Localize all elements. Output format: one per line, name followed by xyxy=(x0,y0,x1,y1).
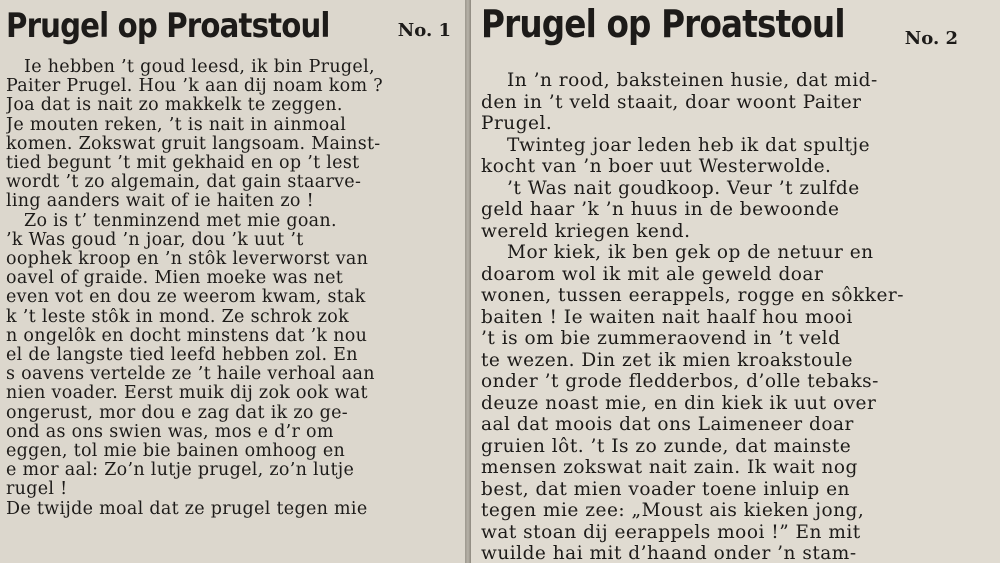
text-line: ond as ons swien was, mos e d’r om xyxy=(6,422,334,442)
text-line: Zo is t’ tenminzend met mie goan. xyxy=(24,211,337,231)
column-no-1 xyxy=(0,0,465,563)
text-line: mensen zokswat nait zain. Ik wait nog xyxy=(481,457,858,478)
text-line: onder ’t grode fledderbos, d’olle tebaks- xyxy=(481,371,879,392)
column-body xyxy=(6,58,461,519)
text-line: ’k Was goud ’n joar, dou ’k uut ’t xyxy=(6,230,304,250)
text-line: Mor kiek, ik ben gek op de netuur en xyxy=(507,242,874,263)
text-line: best, dat mien voader toene inluip en xyxy=(481,478,850,500)
text-line: geld haar ’k ’n huus in de bewoonde xyxy=(481,199,840,220)
text-line: doarom wol ik mit ale geweld doar xyxy=(481,263,824,285)
text-line: oophek kroop en ’n stôk leverworst van xyxy=(6,250,369,270)
text-line: De twijde moal dat ze prugel tegen mie xyxy=(6,499,368,519)
text-line: e mor aal: Zo’n lutje prugel, zo’n lutje xyxy=(6,461,355,481)
text-line: rugel ! xyxy=(6,480,68,500)
text-line: baiten ! Ie waiten nait haalf hou mooi xyxy=(481,306,853,328)
text-line: ’t is om bie zummeraovend in ’t veld xyxy=(481,328,841,349)
text-line: den in ’t veld staait, doar woont Paiter xyxy=(481,91,862,113)
text-line: el de langste tied leefd hebben zol. En xyxy=(6,346,358,366)
column-number: No. 1 xyxy=(397,20,451,41)
text-line: aal dat moois dat ons Laimeneer doar xyxy=(481,414,854,435)
text-line: gruien lôt. ’t Is zo zunde, dat mainste xyxy=(481,435,852,457)
text-line: even vot en dou ze weerom kwam, stak xyxy=(6,288,366,308)
text-line: tied begunt ’t mit gekhaid en op ’t lest xyxy=(6,154,360,174)
text-line: Ie hebben ’t goud leesd, ik bin Prugel, xyxy=(24,58,375,77)
text-line: eggen, tol mie bie bainen omhoog en xyxy=(6,442,346,462)
text-line: wereld kriegen kend. xyxy=(481,220,691,242)
text-line: tegen mie zee: „Moust ais kieken jong, xyxy=(481,500,865,521)
text-line: wonen, tussen eerappels, rogge en sôkker- xyxy=(481,285,905,306)
text-line: Je mouten reken, ’t is nait in ainmoal xyxy=(6,115,347,135)
text-line: komen. Zokswat gruit langsoam. Mainst- xyxy=(6,134,381,154)
column-body xyxy=(481,70,986,563)
text-line: s oavens vertelde ze ’t haile verhoal aan xyxy=(6,365,375,385)
text-line: ’t Was nait goudkoop. Veur ’t zulfde xyxy=(507,177,860,199)
text-line: Paiter Prugel. Hou ’k aan dij noam kom ? xyxy=(6,77,383,97)
text-line: wuilde hai mit d’haand onder ’n stam- xyxy=(481,543,857,563)
text-line: te wezen. Din zet ik mien kroakstoule xyxy=(481,349,853,371)
text-line: kocht van ’n boer uut Westerwolde. xyxy=(481,156,832,177)
text-line: deuze noast mie, en din kiek ik uut over xyxy=(481,392,877,414)
text-line: Twinteg joar leden heb ik dat spultje xyxy=(507,134,871,156)
text-line: nien voader. Eerst muik dij zok ook wat xyxy=(6,384,368,404)
column-number: No. 2 xyxy=(904,28,958,49)
text-line: ling aanders wait of ie haiten zo ! xyxy=(6,192,314,212)
text-line: n ongelôk en docht minstens dat ’k nou xyxy=(6,326,368,346)
text-line: Prugel. xyxy=(481,113,553,134)
text-line: k ’t leste stôk in mond. Ze schrok zok xyxy=(6,307,350,327)
column-title: Prugel op Proatstoul xyxy=(481,2,845,46)
text-line: Joa dat is nait zo makkelk te zeggen. xyxy=(6,96,343,116)
column-no-2 xyxy=(471,0,1000,563)
column-heading xyxy=(471,0,1000,52)
column-heading xyxy=(0,0,465,52)
text-line: wat stoan dij eerappels mooi !” En mit xyxy=(481,521,861,543)
text-line: ongerust, mor dou e zag dat ik zo ge- xyxy=(6,403,348,423)
text-line: wordt ’t zo algemain, dat gain staarve- xyxy=(6,173,362,193)
text-line: oavel of graide. Mien moeke was net xyxy=(6,269,344,289)
text-line: In ’n rood, baksteinen husie, dat mid- xyxy=(507,70,878,91)
column-title: Prugel op Proatstoul xyxy=(6,6,330,46)
